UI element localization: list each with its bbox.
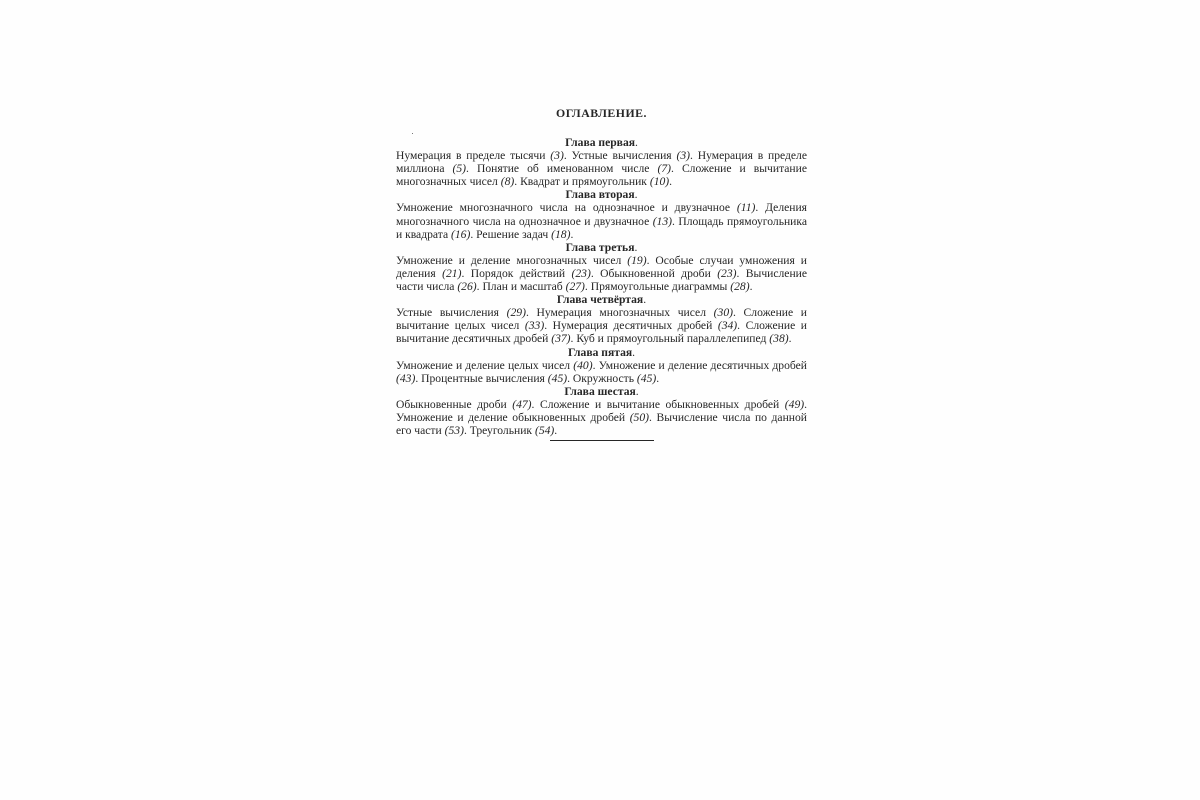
page-number: (29): [506, 306, 526, 320]
section-title: . Нумерация десятичных дробей: [544, 319, 718, 333]
page-number: (43): [396, 371, 416, 385]
chapter-list: [396, 136, 807, 437]
chapter-heading: Глава первая.: [565, 136, 638, 149]
page-number: (3): [550, 149, 564, 163]
page-number: (49): [784, 397, 805, 411]
chapter-sections: [396, 398, 807, 437]
page-number: (23): [717, 266, 737, 280]
section-title: Обыкновенные дроби: [396, 397, 513, 411]
chapter-heading: Глава шестая.: [564, 384, 639, 398]
page-number: (33): [524, 319, 545, 333]
page-number: (8): [500, 175, 515, 189]
section-title: . Прямоугольные диаграммы: [584, 280, 731, 294]
section-title: . Вычисление числа по данной его части: [396, 410, 807, 438]
section-title: . Площадь прямоугольника и квадрата: [396, 214, 807, 241]
page-number: (21): [442, 266, 462, 280]
page-number: (26): [457, 280, 477, 294]
page-number: (27): [565, 280, 585, 294]
page-number: (28): [730, 280, 750, 294]
page-number: (45): [636, 371, 657, 385]
section-title: .: [669, 175, 673, 189]
toc-title: ОГЛАВЛЕНИЕ.: [556, 106, 647, 120]
chapter-heading-label: Глава первая: [565, 136, 636, 149]
chapter-heading-label: Глава третья: [565, 240, 635, 254]
section-title: . Обыкновенной дроби: [590, 266, 718, 280]
page-number: (3): [676, 149, 690, 163]
section-title: . Треугольник: [463, 424, 535, 438]
section-title: Умножение многозначного числа на однозначное и двузначное: [396, 201, 737, 215]
page-number: (13): [652, 214, 673, 228]
page-number: (19): [627, 253, 647, 267]
section-title: . Квадрат и прямоугольник: [514, 175, 650, 189]
section-title: .: [656, 371, 660, 385]
chapter-sections: [396, 149, 807, 188]
page-number: (16): [451, 227, 471, 241]
chapter-sections: [396, 306, 807, 345]
page-number: (45): [547, 371, 568, 385]
page-number: (23): [571, 266, 591, 280]
chapter-heading: Глава четвёртая.: [556, 293, 647, 307]
section-title: .: [749, 280, 753, 294]
section-title: Умножение и деление многозначных чисел: [396, 253, 628, 267]
section-title: . Решение задач: [470, 227, 552, 241]
section-title: . Умножение и деление десятичных дробей: [592, 358, 807, 372]
end-rule: [550, 440, 654, 441]
section-title: Нумерация в пределе тысячи: [396, 149, 551, 163]
page-number: (7): [657, 162, 672, 176]
page-number: (54): [534, 424, 555, 438]
section-title: .: [788, 332, 792, 346]
section-title: . Сложение и вычитание многозначных чисел: [396, 162, 807, 189]
section-title: . Процентные вычисления: [415, 371, 548, 385]
section-title: . Устные вычисления: [563, 149, 677, 163]
section-title: . Нумерация многозначных чисел: [525, 306, 714, 320]
section-title: .: [570, 227, 574, 241]
chapter-heading-label: Глава пятая: [567, 345, 633, 359]
section-title: . Сложение и вычитание целых чисел: [396, 306, 808, 333]
section-title: . Куб и прямоугольный параллелепипед: [570, 332, 770, 346]
chapter-heading-label: Глава четвёртая: [556, 293, 644, 307]
section-title: . Понятие об именованном числе: [466, 162, 658, 176]
section-title: . Сложение и вычитание обыкновенных дробей: [531, 397, 785, 411]
page-number: (37): [551, 332, 571, 346]
page-number: (10): [649, 175, 670, 189]
chapter-heading-label: Глава шестая: [564, 384, 636, 398]
page-number: (38): [769, 332, 789, 346]
section-title: Умножение и деление целых чисел: [396, 358, 574, 372]
section-title: . План и масштаб: [476, 280, 566, 294]
chapter-heading: Глава третья.: [565, 240, 638, 254]
section-title: . Сложение и вычитание десятичных дробей: [396, 319, 807, 346]
section-title: Устные вычисления: [396, 306, 507, 320]
chapter-sections: [396, 254, 807, 293]
section-title: . Нумерация в пределе миллиона: [396, 149, 807, 176]
page-number: (11): [736, 201, 756, 215]
section-title: .: [554, 424, 558, 438]
page-number: (40): [573, 358, 593, 372]
page-number: (5): [452, 162, 467, 176]
page-number: (50): [629, 410, 650, 424]
chapter-heading: Глава вторая.: [565, 188, 638, 202]
section-title: . Окружность: [567, 371, 637, 385]
chapter-heading-label: Глава вторая: [565, 188, 635, 202]
chapter-sections: [396, 359, 807, 385]
page-number: (47): [512, 397, 532, 411]
section-title: . Порядок действий: [461, 266, 572, 280]
table-of-contents: [396, 106, 807, 441]
section-title: . Умножение и деление обыкновенных дробей: [396, 397, 808, 424]
section-title: . Деления многозначного числа на однозначное и двузначное: [396, 201, 807, 228]
section-title: . Особые случаи умножения и деления: [396, 253, 807, 280]
page-number: (34): [717, 319, 738, 333]
chapter-heading: Глава пятая.: [567, 345, 636, 359]
page-number: (30): [713, 306, 733, 320]
section-title: . Вычисление части числа: [396, 266, 807, 294]
chapter-sections: [396, 201, 807, 240]
page-number: (53): [444, 424, 464, 438]
page-number: (18): [551, 227, 571, 241]
